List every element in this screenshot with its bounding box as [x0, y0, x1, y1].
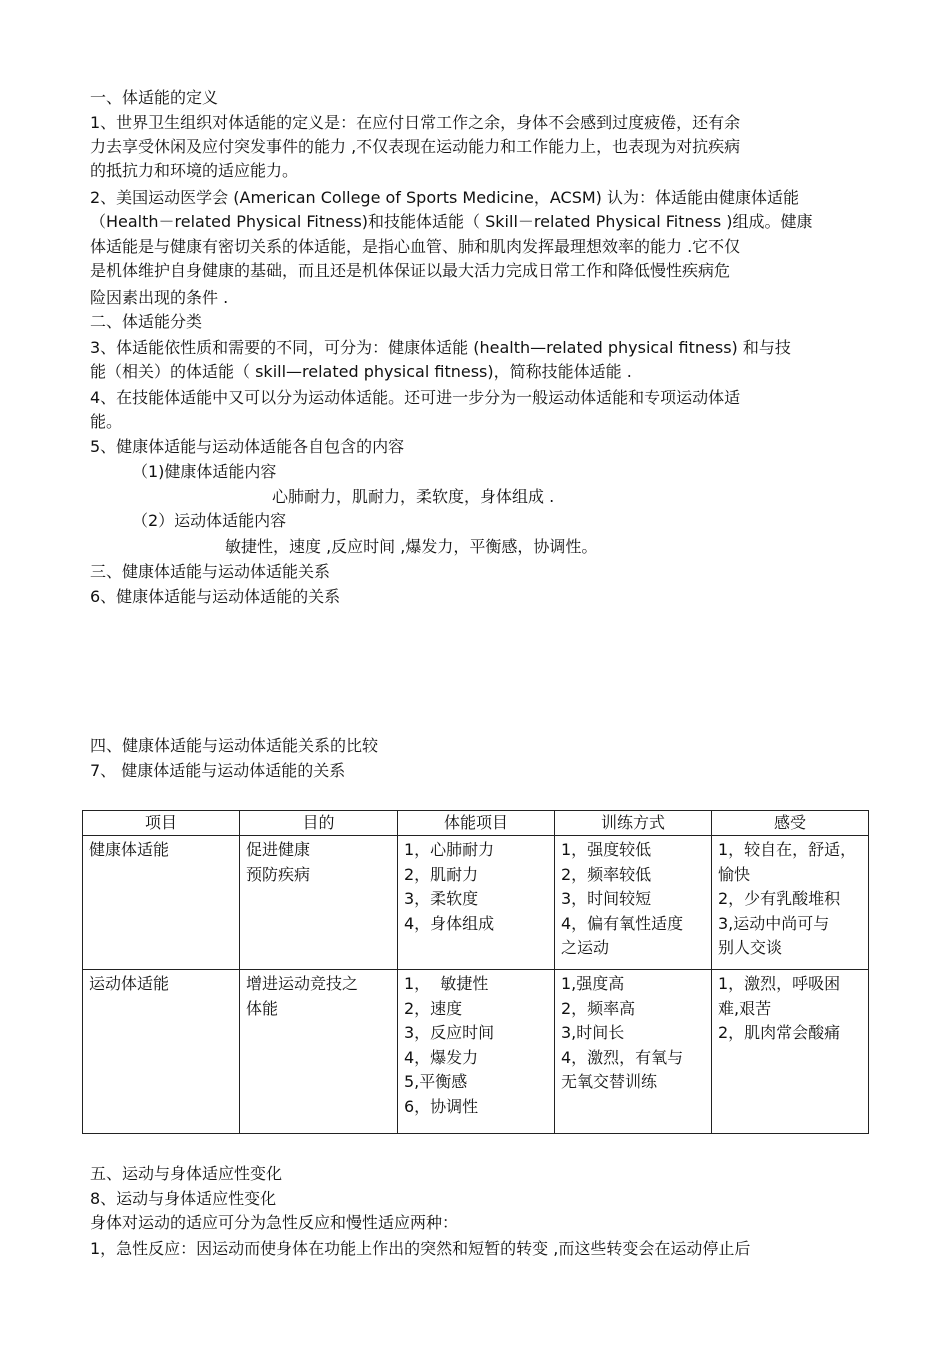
paragraph-5: 5、健康体适能与运动体适能各自包含的内容 [90, 437, 405, 456]
table-cell [240, 970, 398, 1134]
cell-line: 3,时间长 [561, 1023, 625, 1042]
paragraph-4-line-1: 4、在技能体适能中又可以分为运动体适能。还可进一步分为一般运动体适能和专项运动体适 [90, 388, 741, 407]
cell-line: 1，激烈，呼吸困 [718, 974, 841, 993]
header-cell-item: 项目 [83, 811, 240, 836]
header-cell-training-method: 训练方式 [555, 811, 712, 836]
subheading-sport-fitness: （2）运动体适能内容 [132, 511, 287, 530]
table-cell [83, 836, 240, 970]
section-heading-2: 二、体适能分类 [90, 312, 203, 331]
cell-line: 4，身体组成 [404, 913, 495, 933]
cell-line: 2，频率较低 [561, 864, 652, 884]
cell-line: 2，速度 [404, 998, 463, 1018]
paragraph-2-line-5: 险因素出现的条件 . [90, 288, 229, 307]
cell-line: 3,运动中尚可与 [718, 913, 830, 933]
cell-line: 体能 [246, 998, 279, 1018]
table-row [83, 836, 869, 970]
cell-line: 4，激烈，有氧与 [561, 1047, 684, 1067]
cell-line: 2，肌肉常会酸痛 [718, 1023, 841, 1042]
paragraph-9: 身体对运动的适应可分为急性反应和慢性适应两种： [90, 1213, 459, 1232]
table-row [83, 970, 869, 1134]
table-cell [83, 970, 240, 1134]
paragraph-2-line-3: 体适能是与健康有密切关系的体适能，是指心血管、肺和肌肉发挥最理想效率的能力 .它不仅 [90, 237, 741, 256]
cell-line: 1， 敏捷性 [404, 974, 489, 993]
paragraph-1-line-2: 力去享受休闲及应付突发事件的能力 ,不仅表现在运动能力和工作能力上，也表现为对抗疾病 [90, 137, 741, 156]
health-fitness-items: 心肺耐力，肌耐力，柔软度，身体组成 . [272, 487, 555, 506]
table-cell [555, 836, 712, 970]
cell-line: 6，协调性 [404, 1096, 479, 1116]
table-cell [712, 970, 869, 1134]
section-heading-4: 四、健康体适能与运动体适能关系的比较 [90, 736, 379, 755]
cell-line: 3，反应时间 [404, 1023, 495, 1042]
header-cell-feeling: 感受 [712, 811, 869, 836]
paragraph-4-line-2: 能。 [90, 412, 123, 431]
subheading-health-fitness: （1)健康体适能内容 [132, 462, 277, 481]
cell-line: 1,强度高 [561, 974, 625, 993]
table-cell [398, 970, 555, 1134]
paragraph-1-line-3: 的抵抗力和环境的适应能力。 [90, 161, 299, 180]
paragraph-7: 7、 健康体适能与运动体适能的关系 [90, 761, 346, 780]
cell-line: 之运动 [561, 938, 610, 957]
cell-line: 运动体适能 [89, 974, 170, 993]
cell-line: 4，爆发力 [404, 1047, 479, 1067]
cell-line: 预防疾病 [246, 864, 311, 884]
paragraph-10: 1，急性反应：因运动而使身体在功能上作出的突然和短暂的转变 ,而这些转变会在运动停止后 [90, 1239, 751, 1258]
cell-line: 愉快 [718, 864, 751, 884]
cell-line: 2，频率高 [561, 998, 636, 1018]
section-heading-1: 一、体适能的定义 [90, 88, 219, 107]
comparison-table [82, 810, 869, 1134]
paragraph-1-line-1: 1、世界卫生组织对体适能的定义是：在应付日常工作之余，身体不会感到过度疲倦，还有余 [90, 113, 741, 132]
cell-line: 难,艰苦 [718, 998, 772, 1018]
cell-line: 1，较自在，舒适， [718, 840, 857, 859]
paragraph-6: 6、健康体适能与运动体适能的关系 [90, 587, 341, 606]
cell-line: 别人交谈 [718, 938, 783, 957]
table-header-row [83, 811, 869, 836]
cell-line: 4，偏有氧性适度 [561, 913, 684, 933]
paragraph-2-line-4: 是机体维护自身健康的基础，而且还是机体保证以最大活力完成日常工作和降低慢性疾病危 [90, 261, 731, 280]
table-cell [555, 970, 712, 1134]
paragraph-3-line-2: 能（相关）的体适能（ skill—related physical fitness)，简称技能体适能 . [90, 362, 632, 381]
cell-line: 促进健康 [246, 840, 311, 859]
cell-line: 2，少有乳酸堆积 [718, 889, 841, 908]
table-cell [240, 836, 398, 970]
cell-line: 1，心肺耐力 [404, 840, 495, 859]
header-cell-purpose: 目的 [240, 811, 398, 836]
paragraph-2-line-2: （Health－related Physical Fitness)和技能体适能（ Skill－related Physical Fitness )组成。健康 [90, 212, 813, 231]
cell-line: 健康体适能 [89, 840, 170, 859]
cell-line: 3，柔软度 [404, 889, 479, 908]
cell-line: 无氧交替训练 [561, 1072, 658, 1091]
section-heading-5: 五、运动与身体适应性变化 [90, 1164, 283, 1183]
paragraph-3-line-1: 3、体适能依性质和需要的不同，可分为：健康体适能 (health—related physical fitness) 和与技 [90, 338, 791, 357]
paragraph-2-line-1: 2、美国运动医学会 (American College of Sports Medicine，ACSM) 认为：体适能由健康体适能 [90, 188, 800, 207]
cell-line: 增进运动竞技之 [246, 974, 359, 993]
table-cell [398, 836, 555, 970]
sport-fitness-items: 敏捷性，速度 ,反应时间 ,爆发力，平衡感，协调性。 [225, 537, 598, 556]
table-cell [712, 836, 869, 970]
cell-line: 2，肌耐力 [404, 864, 479, 884]
section-heading-3: 三、健康体适能与运动体适能关系 [90, 562, 331, 581]
cell-line: 3，时间较短 [561, 889, 652, 908]
header-cell-fitness-items: 体能项目 [398, 811, 555, 836]
paragraph-8: 8、运动与身体适应性变化 [90, 1189, 277, 1208]
cell-line: 1，强度较低 [561, 840, 652, 859]
cell-line: 5,平衡感 [404, 1072, 468, 1091]
